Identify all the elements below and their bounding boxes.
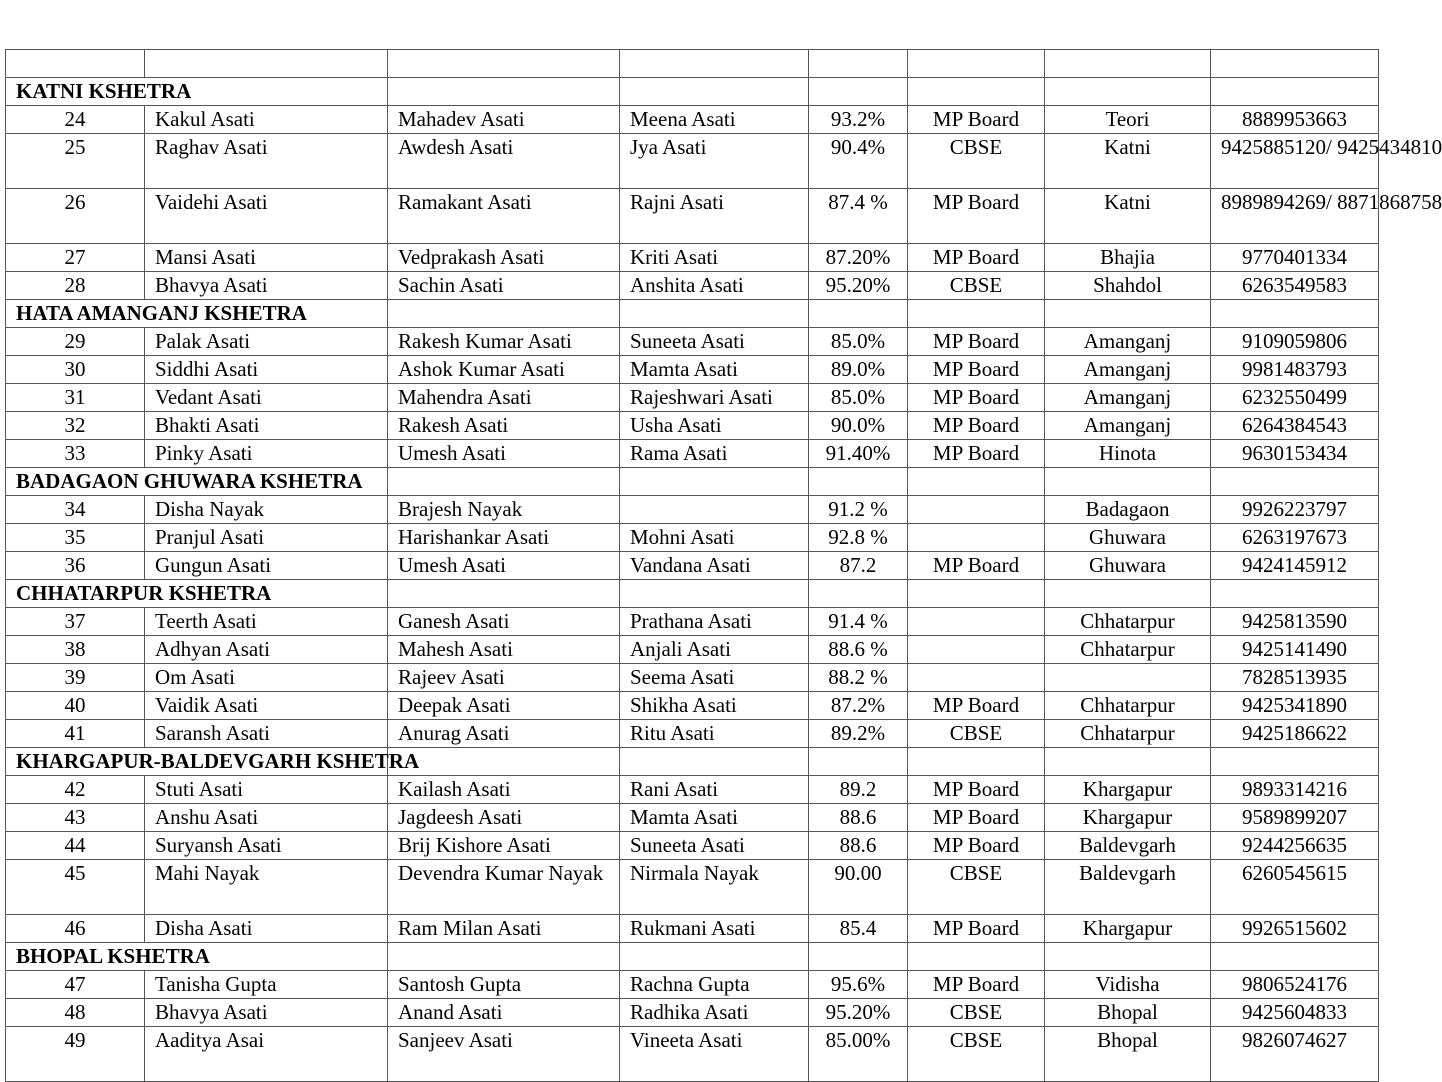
serial-cell: 35 — [6, 524, 145, 552]
place-cell: Chhatarpur — [1045, 608, 1211, 636]
phone-cell: 9926515602 — [1211, 915, 1379, 943]
percentage-cell: 91.2 % — [809, 496, 908, 524]
table-row — [6, 412, 1379, 440]
empty-cell — [908, 580, 1045, 608]
place-cell: Hinota — [1045, 440, 1211, 468]
place-cell: Chhatarpur — [1045, 636, 1211, 664]
phone-cell: 9425186622 — [1211, 720, 1379, 748]
serial-cell: 47 — [6, 971, 145, 999]
table-row — [6, 636, 1379, 664]
results-table — [5, 49, 1442, 1082]
phone-cell: 9425885120/ 9425434810 — [1211, 134, 1379, 189]
mother-name-cell: Rachna Gupta — [620, 971, 809, 999]
table-row — [6, 832, 1379, 860]
table-row — [6, 272, 1379, 300]
serial-cell: 41 — [6, 720, 145, 748]
board-cell: MP Board — [908, 244, 1045, 272]
empty-cell — [809, 78, 908, 106]
place-cell: Khargapur — [1045, 804, 1211, 832]
student-name-cell: Suryansh Asati — [145, 832, 388, 860]
board-cell — [908, 636, 1045, 664]
empty-cell — [1211, 943, 1379, 971]
phone-cell: 9425141490 — [1211, 636, 1379, 664]
board-cell: MP Board — [908, 692, 1045, 720]
phone-cell: 9425813590 — [1211, 608, 1379, 636]
student-name-cell: Kakul Asati — [145, 106, 388, 134]
table-row — [6, 524, 1379, 552]
mother-name-cell: Rajni Asati — [620, 189, 809, 244]
father-name-cell: Deepak Asati — [388, 692, 620, 720]
serial-cell: 24 — [6, 106, 145, 134]
serial-cell: 37 — [6, 608, 145, 636]
empty-cell — [1211, 300, 1379, 328]
father-name-cell: Vedprakash Asati — [388, 244, 620, 272]
student-name-cell: Anshu Asati — [145, 804, 388, 832]
table-row — [6, 692, 1379, 720]
father-name-cell: Ashok Kumar Asati — [388, 356, 620, 384]
student-name-cell: Om Asati — [145, 664, 388, 692]
board-cell: CBSE — [908, 272, 1045, 300]
place-cell: Amanganj — [1045, 356, 1211, 384]
table-row — [6, 356, 1379, 384]
place-cell: Bhajia — [1045, 244, 1211, 272]
percentage-cell: 95.20% — [809, 272, 908, 300]
table-row — [6, 720, 1379, 748]
place-cell: Baldevgarh — [1045, 860, 1211, 915]
board-cell — [908, 608, 1045, 636]
place-cell: Shahdol — [1045, 272, 1211, 300]
board-cell: MP Board — [908, 356, 1045, 384]
percentage-cell: 88.6 — [809, 804, 908, 832]
empty-cell — [1211, 468, 1379, 496]
place-cell: Khargapur — [1045, 915, 1211, 943]
mother-name-cell: Ritu Asati — [620, 720, 809, 748]
father-name-cell: Kailash Asati — [388, 776, 620, 804]
mother-name-cell: Seema Asati — [620, 664, 809, 692]
empty-cell — [1045, 943, 1211, 971]
phone-cell: 9981483793 — [1211, 356, 1379, 384]
father-name-cell: Brij Kishore Asati — [388, 832, 620, 860]
empty-cell — [388, 943, 620, 971]
place-cell: Ghuwara — [1045, 524, 1211, 552]
percentage-cell: 85.00% — [809, 1027, 908, 1082]
serial-cell: 36 — [6, 552, 145, 580]
mother-name-cell: Suneeta Asati — [620, 832, 809, 860]
student-name-cell: Pinky Asati — [145, 440, 388, 468]
empty-cell — [908, 468, 1045, 496]
percentage-cell: 90.0% — [809, 412, 908, 440]
father-name-cell: Ram Milan Asati — [388, 915, 620, 943]
father-name-cell: Jagdeesh Asati — [388, 804, 620, 832]
board-cell: MP Board — [908, 552, 1045, 580]
table-row — [6, 1027, 1379, 1082]
student-name-cell: Adhyan Asati — [145, 636, 388, 664]
mother-name-cell: Prathana Asati — [620, 608, 809, 636]
serial-cell: 39 — [6, 664, 145, 692]
empty-cell — [809, 300, 908, 328]
percentage-cell: 88.2 % — [809, 664, 908, 692]
phone-cell: 9806524176 — [1211, 971, 1379, 999]
father-name-cell: Devendra Kumar Nayak — [388, 860, 620, 915]
student-name-cell: Mansi Asati — [145, 244, 388, 272]
phone-cell: 9893314216 — [1211, 776, 1379, 804]
phone-cell: 6232550499 — [1211, 384, 1379, 412]
empty-cell — [1211, 748, 1379, 776]
phone-cell: 9425604833 — [1211, 999, 1379, 1027]
board-cell: CBSE — [908, 860, 1045, 915]
father-name-cell: Ramakant Asati — [388, 189, 620, 244]
phone-cell: 8889953663 — [1211, 106, 1379, 134]
percentage-cell: 89.2 — [809, 776, 908, 804]
table-row — [6, 552, 1379, 580]
father-name-cell: Rakesh Kumar Asati — [388, 328, 620, 356]
student-name-cell: Siddhi Asati — [145, 356, 388, 384]
mother-name-cell: Vandana Asati — [620, 552, 809, 580]
percentage-cell: 87.4 % — [809, 189, 908, 244]
student-name-cell: Vaidik Asati — [145, 692, 388, 720]
mother-name-cell — [620, 496, 809, 524]
student-name-cell: Mahi Nayak — [145, 860, 388, 915]
table-row — [6, 328, 1379, 356]
place-cell: Baldevgarh — [1045, 832, 1211, 860]
board-cell: MP Board — [908, 776, 1045, 804]
student-name-cell: Teerth Asati — [145, 608, 388, 636]
board-cell — [908, 496, 1045, 524]
table-row — [6, 106, 1379, 134]
table-row — [6, 384, 1379, 412]
mother-name-cell: Usha Asati — [620, 412, 809, 440]
percentage-cell: 87.2% — [809, 692, 908, 720]
empty-cell — [809, 943, 908, 971]
place-cell: Amanganj — [1045, 384, 1211, 412]
place-cell: Teori — [1045, 106, 1211, 134]
father-name-cell: Rajeev Asati — [388, 664, 620, 692]
board-cell: MP Board — [908, 328, 1045, 356]
empty-cell — [908, 943, 1045, 971]
percentage-cell: 90.00 — [809, 860, 908, 915]
section-title: HATA AMANGANJ KSHETRA — [6, 300, 388, 328]
percentage-cell: 91.4 % — [809, 608, 908, 636]
percentage-cell: 89.0% — [809, 356, 908, 384]
student-name-cell: Palak Asati — [145, 328, 388, 356]
empty-cell — [388, 78, 620, 106]
place-cell: Chhatarpur — [1045, 692, 1211, 720]
table-row — [6, 189, 1379, 244]
serial-cell: 38 — [6, 636, 145, 664]
empty-cell — [1211, 580, 1379, 608]
empty-cell — [388, 748, 620, 776]
place-cell: Khargapur — [1045, 776, 1211, 804]
board-cell: MP Board — [908, 915, 1045, 943]
table-row — [6, 244, 1379, 272]
father-name-cell: Sanjeev Asati — [388, 1027, 620, 1082]
phone-cell: 9109059806 — [1211, 328, 1379, 356]
table-row — [6, 776, 1379, 804]
place-cell: Vidisha — [1045, 971, 1211, 999]
table-row — [6, 999, 1379, 1027]
serial-cell: 27 — [6, 244, 145, 272]
board-cell: MP Board — [908, 189, 1045, 244]
serial-cell: 45 — [6, 860, 145, 915]
place-cell: Ghuwara — [1045, 552, 1211, 580]
father-name-cell: Mahendra Asati — [388, 384, 620, 412]
empty-cell — [809, 468, 908, 496]
father-name-cell: Awdesh Asati — [388, 134, 620, 189]
serial-cell: 25 — [6, 134, 145, 189]
board-cell: MP Board — [908, 412, 1045, 440]
empty-cell — [1045, 580, 1211, 608]
place-cell: Amanganj — [1045, 412, 1211, 440]
percentage-cell: 91.40% — [809, 440, 908, 468]
phone-cell: 6264384543 — [1211, 412, 1379, 440]
board-cell: MP Board — [908, 384, 1045, 412]
student-name-cell: Raghav Asati — [145, 134, 388, 189]
phone-cell: 9770401334 — [1211, 244, 1379, 272]
student-name-cell: Bhakti Asati — [145, 412, 388, 440]
mother-name-cell: Suneeta Asati — [620, 328, 809, 356]
board-cell — [908, 664, 1045, 692]
serial-cell: 28 — [6, 272, 145, 300]
empty-cell — [620, 943, 809, 971]
phone-cell: 6263549583 — [1211, 272, 1379, 300]
student-name-cell: Disha Asati — [145, 915, 388, 943]
student-name-cell: Vaidehi Asati — [145, 189, 388, 244]
empty-cell — [908, 78, 1045, 106]
phone-cell: 9630153434 — [1211, 440, 1379, 468]
mother-name-cell: Mamta Asati — [620, 356, 809, 384]
board-cell: CBSE — [908, 1027, 1045, 1082]
place-cell: Amanganj — [1045, 328, 1211, 356]
place-cell: Katni — [1045, 134, 1211, 189]
percentage-cell: 85.4 — [809, 915, 908, 943]
empty-cell — [620, 580, 809, 608]
place-cell: Katni — [1045, 189, 1211, 244]
serial-cell: 40 — [6, 692, 145, 720]
serial-cell: 29 — [6, 328, 145, 356]
mother-name-cell: Radhika Asati — [620, 999, 809, 1027]
place-cell: Bhopal — [1045, 1027, 1211, 1082]
section-title: KHARGAPUR-BALDEVGARH KSHETRA — [6, 748, 388, 776]
percentage-cell: 87.2 — [809, 552, 908, 580]
phone-cell: 6260545615 — [1211, 860, 1379, 915]
father-name-cell: Umesh Asati — [388, 552, 620, 580]
father-name-cell: Brajesh Nayak — [388, 496, 620, 524]
board-cell: CBSE — [908, 134, 1045, 189]
empty-cell — [809, 748, 908, 776]
board-cell: CBSE — [908, 720, 1045, 748]
mother-name-cell: Nirmala Nayak — [620, 860, 809, 915]
percentage-cell: 89.2% — [809, 720, 908, 748]
student-name-cell: Pranjul Asati — [145, 524, 388, 552]
student-name-cell: Bhavya Asati — [145, 999, 388, 1027]
place-cell: Bhopal — [1045, 999, 1211, 1027]
empty-cell — [388, 300, 620, 328]
table-row — [6, 915, 1379, 943]
father-name-cell: Santosh Gupta — [388, 971, 620, 999]
mother-name-cell: Jya Asati — [620, 134, 809, 189]
section-header-row — [6, 943, 1379, 971]
serial-cell: 31 — [6, 384, 145, 412]
percentage-cell: 95.6% — [809, 971, 908, 999]
section-header-row — [6, 78, 1379, 106]
phone-cell: 8989894269/ 8871868758 — [1211, 189, 1379, 244]
percentage-cell: 95.20% — [809, 999, 908, 1027]
place-cell: Chhatarpur — [1045, 720, 1211, 748]
father-name-cell: Mahesh Asati — [388, 636, 620, 664]
phone-cell: 7828513935 — [1211, 664, 1379, 692]
phone-cell: 9244256635 — [1211, 832, 1379, 860]
empty-cell — [1045, 468, 1211, 496]
father-name-cell: Rakesh Asati — [388, 412, 620, 440]
phone-cell: 9589899207 — [1211, 804, 1379, 832]
phone-cell: 9926223797 — [1211, 496, 1379, 524]
section-header-row — [6, 748, 1379, 776]
serial-cell: 49 — [6, 1027, 145, 1082]
student-name-cell: Tanisha Gupta — [145, 971, 388, 999]
section-header-row — [6, 468, 1379, 496]
serial-cell: 43 — [6, 804, 145, 832]
table-row — [6, 664, 1379, 692]
board-cell: MP Board — [908, 804, 1045, 832]
father-name-cell: Ganesh Asati — [388, 608, 620, 636]
empty-cell — [1045, 78, 1211, 106]
table-row — [6, 971, 1379, 999]
percentage-cell: 85.0% — [809, 328, 908, 356]
empty-cell — [908, 748, 1045, 776]
board-cell: MP Board — [908, 832, 1045, 860]
table-row — [6, 496, 1379, 524]
mother-name-cell: Mohni Asati — [620, 524, 809, 552]
mother-name-cell: Vineeta Asati — [620, 1027, 809, 1082]
percentage-cell: 88.6 % — [809, 636, 908, 664]
section-title: KATNI KSHETRA — [6, 78, 388, 106]
section-title: BADAGAON GHUWARA KSHETRA — [6, 468, 388, 496]
mother-name-cell: Shikha Asati — [620, 692, 809, 720]
empty-cell — [388, 468, 620, 496]
mother-name-cell: Rukmani Asati — [620, 915, 809, 943]
empty-cell — [1045, 300, 1211, 328]
serial-cell: 32 — [6, 412, 145, 440]
mother-name-cell: Rama Asati — [620, 440, 809, 468]
empty-cell — [908, 300, 1045, 328]
empty-cell — [388, 580, 620, 608]
father-name-cell: Anurag Asati — [388, 720, 620, 748]
table-row — [6, 860, 1379, 915]
table-row — [6, 440, 1379, 468]
serial-cell: 30 — [6, 356, 145, 384]
board-cell — [908, 524, 1045, 552]
serial-cell: 42 — [6, 776, 145, 804]
empty-header-row — [6, 50, 1379, 78]
phone-cell: 9425341890 — [1211, 692, 1379, 720]
place-cell: Badagaon — [1045, 496, 1211, 524]
empty-cell — [1045, 748, 1211, 776]
serial-cell: 26 — [6, 189, 145, 244]
section-title: BHOPAL KSHETRA — [6, 943, 388, 971]
percentage-cell: 87.20% — [809, 244, 908, 272]
phone-cell: 9424145912 — [1211, 552, 1379, 580]
father-name-cell: Harishankar Asati — [388, 524, 620, 552]
mother-name-cell: Anjali Asati — [620, 636, 809, 664]
percentage-cell: 88.6 — [809, 832, 908, 860]
mother-name-cell: Meena Asati — [620, 106, 809, 134]
serial-cell: 34 — [6, 496, 145, 524]
section-header-row — [6, 300, 1379, 328]
father-name-cell: Mahadev Asati — [388, 106, 620, 134]
table-row — [6, 608, 1379, 636]
mother-name-cell: Anshita Asati — [620, 272, 809, 300]
student-name-cell: Aaditya Asai — [145, 1027, 388, 1082]
mother-name-cell: Mamta Asati — [620, 804, 809, 832]
empty-cell — [620, 468, 809, 496]
mother-name-cell: Kriti Asati — [620, 244, 809, 272]
table-body — [6, 50, 1442, 1082]
board-cell: MP Board — [908, 440, 1045, 468]
place-cell — [1045, 664, 1211, 692]
table-row — [6, 804, 1379, 832]
empty-cell — [809, 580, 908, 608]
father-name-cell: Sachin Asati — [388, 272, 620, 300]
percentage-cell: 90.4% — [809, 134, 908, 189]
empty-cell — [620, 78, 809, 106]
empty-cell — [1211, 78, 1379, 106]
student-name-cell: Disha Nayak — [145, 496, 388, 524]
phone-cell: 6263197673 — [1211, 524, 1379, 552]
board-cell: MP Board — [908, 971, 1045, 999]
student-name-cell: Vedant Asati — [145, 384, 388, 412]
empty-cell — [620, 748, 809, 776]
percentage-cell: 92.8 % — [809, 524, 908, 552]
mother-name-cell: Rajeshwari Asati — [620, 384, 809, 412]
student-name-cell: Stuti Asati — [145, 776, 388, 804]
serial-cell: 44 — [6, 832, 145, 860]
empty-cell — [620, 300, 809, 328]
serial-cell: 48 — [6, 999, 145, 1027]
percentage-cell: 85.0% — [809, 384, 908, 412]
percentage-cell: 93.2% — [809, 106, 908, 134]
mother-name-cell: Rani Asati — [620, 776, 809, 804]
board-cell: MP Board — [908, 106, 1045, 134]
section-header-row — [6, 580, 1379, 608]
student-name-cell: Gungun Asati — [145, 552, 388, 580]
student-name-cell: Bhavya Asati — [145, 272, 388, 300]
section-title: CHHATARPUR KSHETRA — [6, 580, 388, 608]
table-row — [6, 134, 1379, 189]
student-name-cell: Saransh Asati — [145, 720, 388, 748]
serial-cell: 33 — [6, 440, 145, 468]
father-name-cell: Umesh Asati — [388, 440, 620, 468]
phone-cell: 9826074627 — [1211, 1027, 1379, 1082]
board-cell: CBSE — [908, 999, 1045, 1027]
serial-cell: 46 — [6, 915, 145, 943]
father-name-cell: Anand Asati — [388, 999, 620, 1027]
